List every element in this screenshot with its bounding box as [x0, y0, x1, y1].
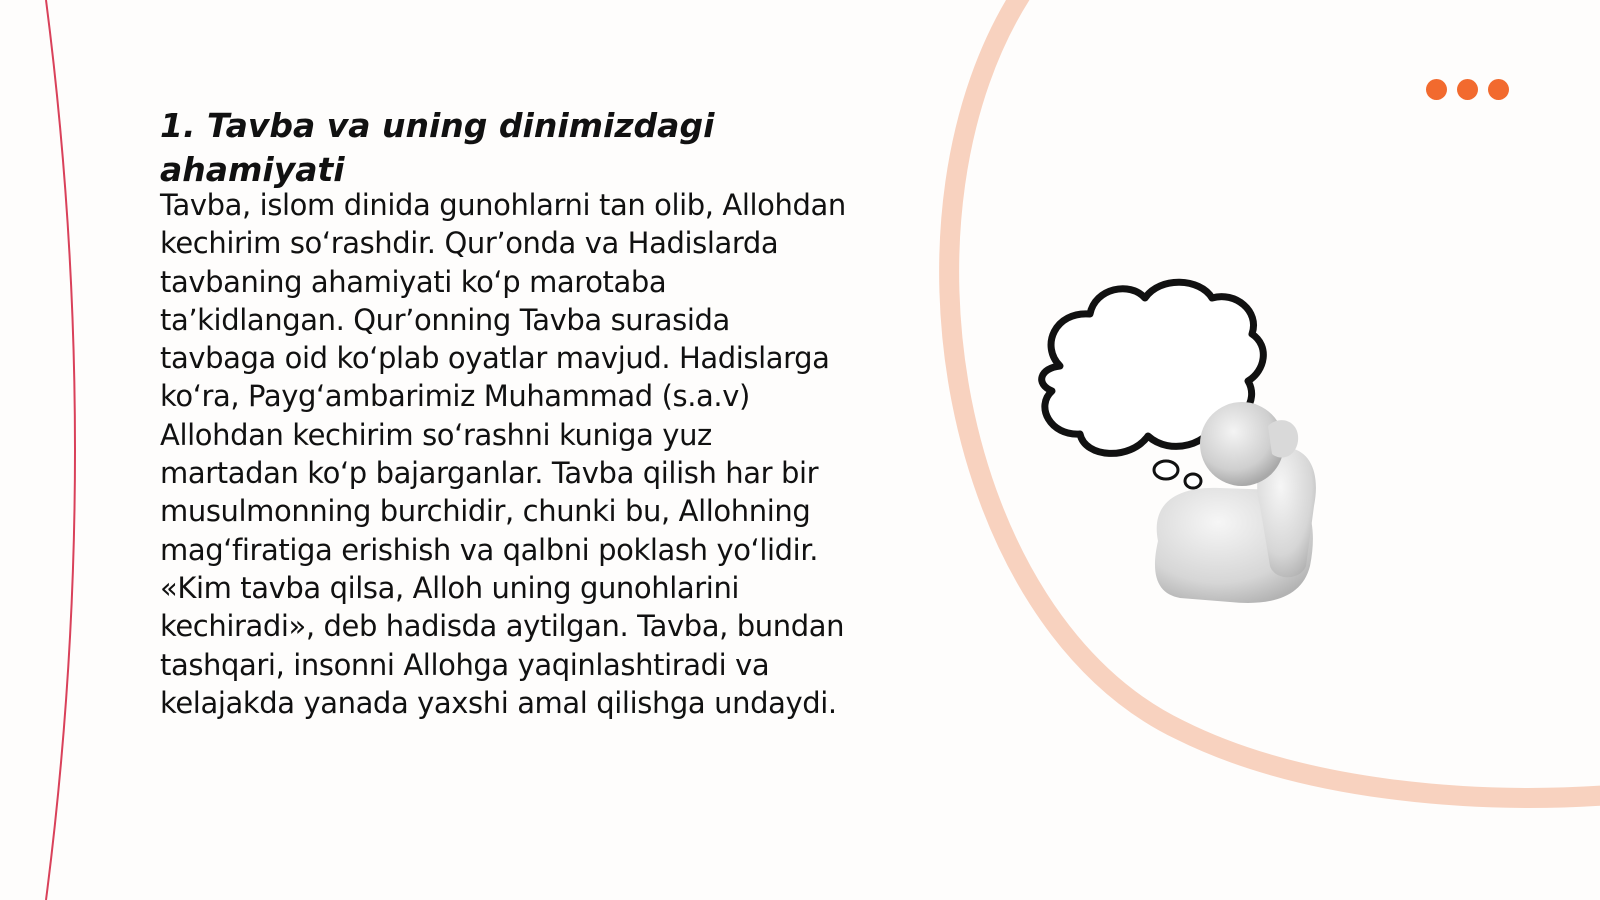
slide-body-text: Tavba, islom dinida gunohlarni tan olib, Allohdan kechirim soʻrashdir. Qurʼonda va Hadislarda tavbaning ahamiyati koʻp marotaba taʼkidlangan. Qurʼonning Tavba surasida tavbaga oid koʻplab oyatlar mavjud. Hadislarga koʻra, Paygʻambarimiz Muhammad (s.a.v) Allohdan kechirim soʻrashni kuniga yuz martadan koʻp bajarganlar. Tavba qilish har bir musulmonning burchidir, chunki bu, Allohning magʻfiratiga erishish va qalbni poklash yoʻlidir. «Kim tavba qilsa, Alloh uning gunohlarini kechiradi», deb hadisda aytilgan. Tavba, bundan tashqari, insonni Allohga yaqinlashtiradi va kelajakda yanada yaxshi amal qilishga undaydi. — [160, 188, 846, 720]
dot-3 — [1488, 79, 1509, 100]
slide-title: 1. Tavba va uning dinimizdagi ahamiyati — [160, 106, 715, 189]
dot-1 — [1426, 79, 1447, 100]
thinking-person-illustration — [1030, 276, 1350, 616]
dot-2 — [1457, 79, 1478, 100]
left-curve-line — [46, 0, 75, 900]
three-dots-icon — [1426, 79, 1509, 100]
